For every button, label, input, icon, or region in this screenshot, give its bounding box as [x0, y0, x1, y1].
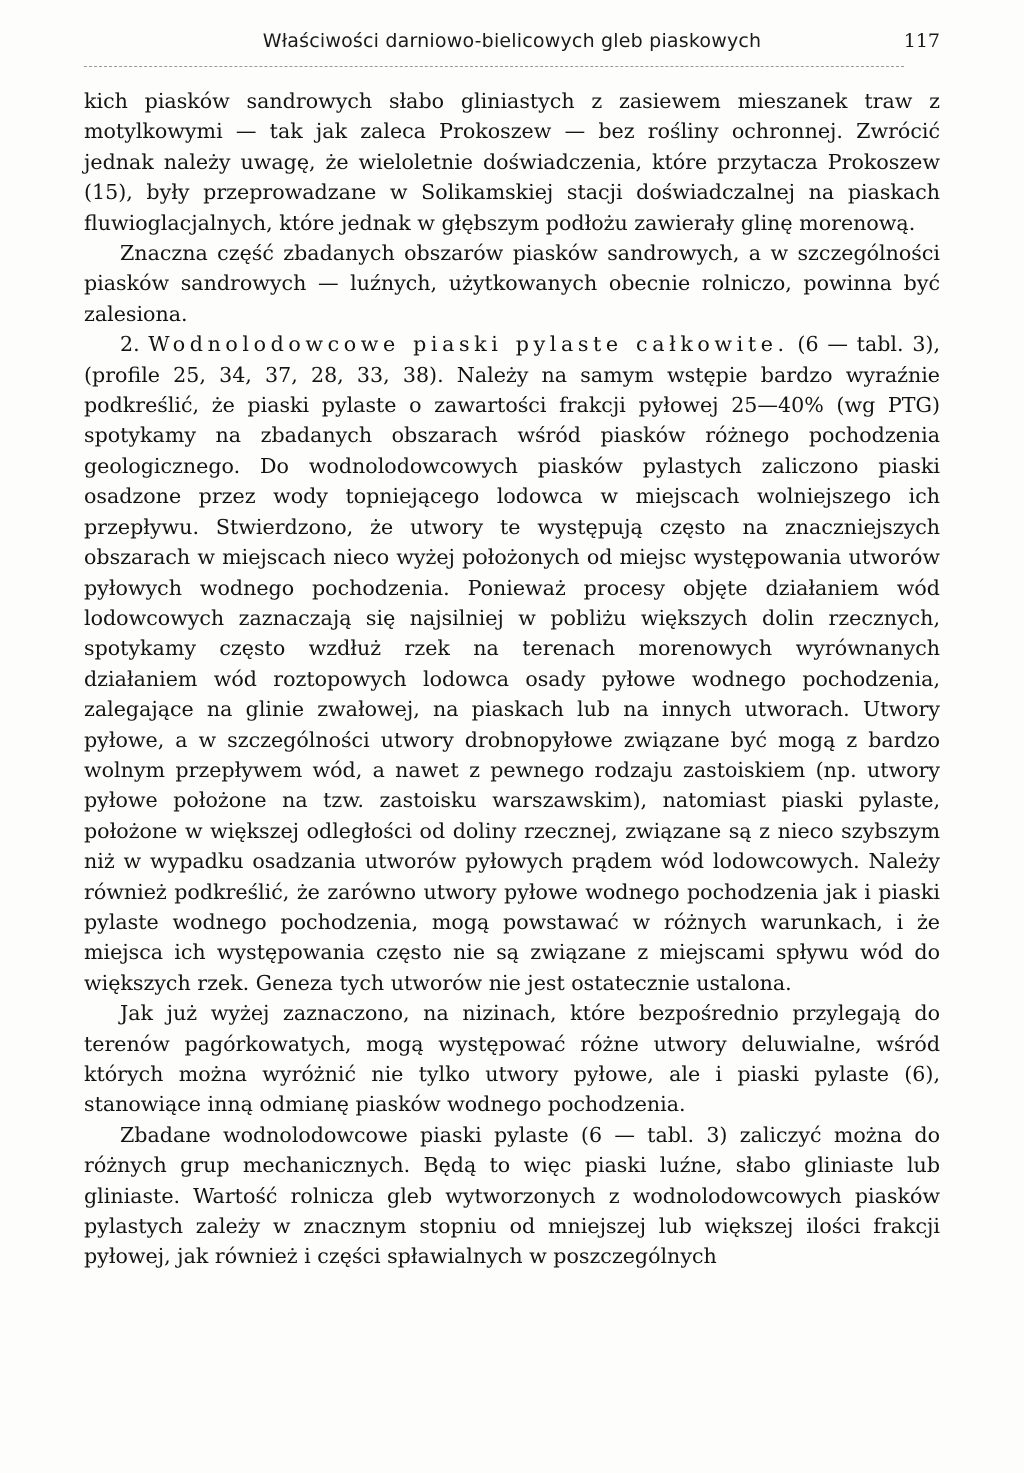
paragraph-5: Zbadane wodnolodowcowe piaski pylaste (6 — tabl. 3) zaliczyć można do różnych grup mechanicznych. Będą to więc piaski luźne, słabo gliniaste lub gliniaste. Wartość rolnicza gleb wytworzonych z wodnolodowcowych piasków pylastych zależy w znacznym stopniu od mniejszej lub większej ilości frakcji pyłowej, jak również i części spławialnych w poszczególnych [84, 1122, 940, 1269]
section-heading: Wodnolodowcowe piaski pylaste całkowite. [148, 332, 789, 357]
body-text [84, 86, 940, 1272]
page-header [84, 30, 940, 64]
page-number: 117 [903, 30, 940, 52]
paragraph-3 [84, 329, 940, 998]
paragraph-1: kich piasków sandrowych słabo gliniastych z zasiewem mieszanek traw z motylkowymi — tak jak zaleca Prokoszew — bez rośliny ochronnej. Zwrócić jednak należy uwagę, że wieloletnie doświadczenia, które przytacza Prokoszew (15), były przeprowadzane w Solikamskiej stacji doświadczalnej na piaskach fluwioglacjalnych, które jednak w głębszym podłożu zawierały glinę morenową. [84, 89, 940, 235]
paragraph-2: Znaczna część zbadanych obszarów piasków sandrowych, a w szczególności piasków sandrowych — luźnych, użytkowanych obecnie rolniczo, powinna być zalesiona. [84, 241, 940, 326]
paragraph-3-text: (6 — tabl. 3), (profile 25, 34, 37, 28, 33, 38). Należy na samym wstępie bardzo wyraźnie podkreślić, że piaski pylaste o zawartości frakcji pyłowej 25—40% (wg PTG) spotykamy na zbadanych obszarach wśród piasków różnego pochodzenia geologicznego. Do wodnolodowcowych piasków pylastych zaliczono piaski osadzone przez wody topniejącego lodowca w miejscach wolniejszego ich przepływu. Stwierdzono, że utwory te występują często na znaczniejszych obszarach w miejscach nieco wyżej położonych od miejsc występowania utworów pyłowych wodnego pochodzenia. Ponieważ procesy objęte działaniem wód lodowcowych zaznaczają się najsilniej w pobliżu większych dolin rzecznych, spotykamy często wzdłuż rzek na terenach morenowych wyrównanych działaniem wód roztopowych lodowca osady pyłowe wodnego pochodzenia, zalegające na glinie zwałowej, na piaskach lub na innych utworach. Utwory pyłowe, a w szczególności utwory drobnopyłowe związane być mogą z bardzo wolnym przepływem wód, a nawet z pewnego rodzaju zastoiskiem (np. utwory pyłowe położone na tzw. zastoisku warszawskim), natomiast piaski pylaste, położone w większej odległości od doliny rzecznej, związane są z nieco szybszym niż w wypadku osadzania utworów pyłowych prądem wód lodowcowych. Należy również podkreślić, że zarówno utwory pyłowe wodnego pochodzenia jak i piaski pylaste wodnego pochodzenia, mogą powstawać w różnych warunkach, i że miejsca ich występowania często nie są związane z miejscami spływu wód do większych rzek. Geneza tych utworów nie jest ostatecznie ustalona. [84, 332, 940, 995]
running-title: Właściwości darniowo-bielicowych gleb piaskowych [262, 30, 762, 52]
section-number: 2. [120, 332, 140, 357]
header-rule [84, 66, 904, 67]
paragraph-4: Jak już wyżej zaznaczono, na nizinach, które bezpośrednio przylegają do terenów pagórkowatych, mogą występować różne utwory deluwialne, wśród których można wyróżnić nie tylko utwory pyłowe, ale i piaski pylaste (6), stanowiące inną odmianę piasków wodnego pochodzenia. [84, 1001, 940, 1117]
